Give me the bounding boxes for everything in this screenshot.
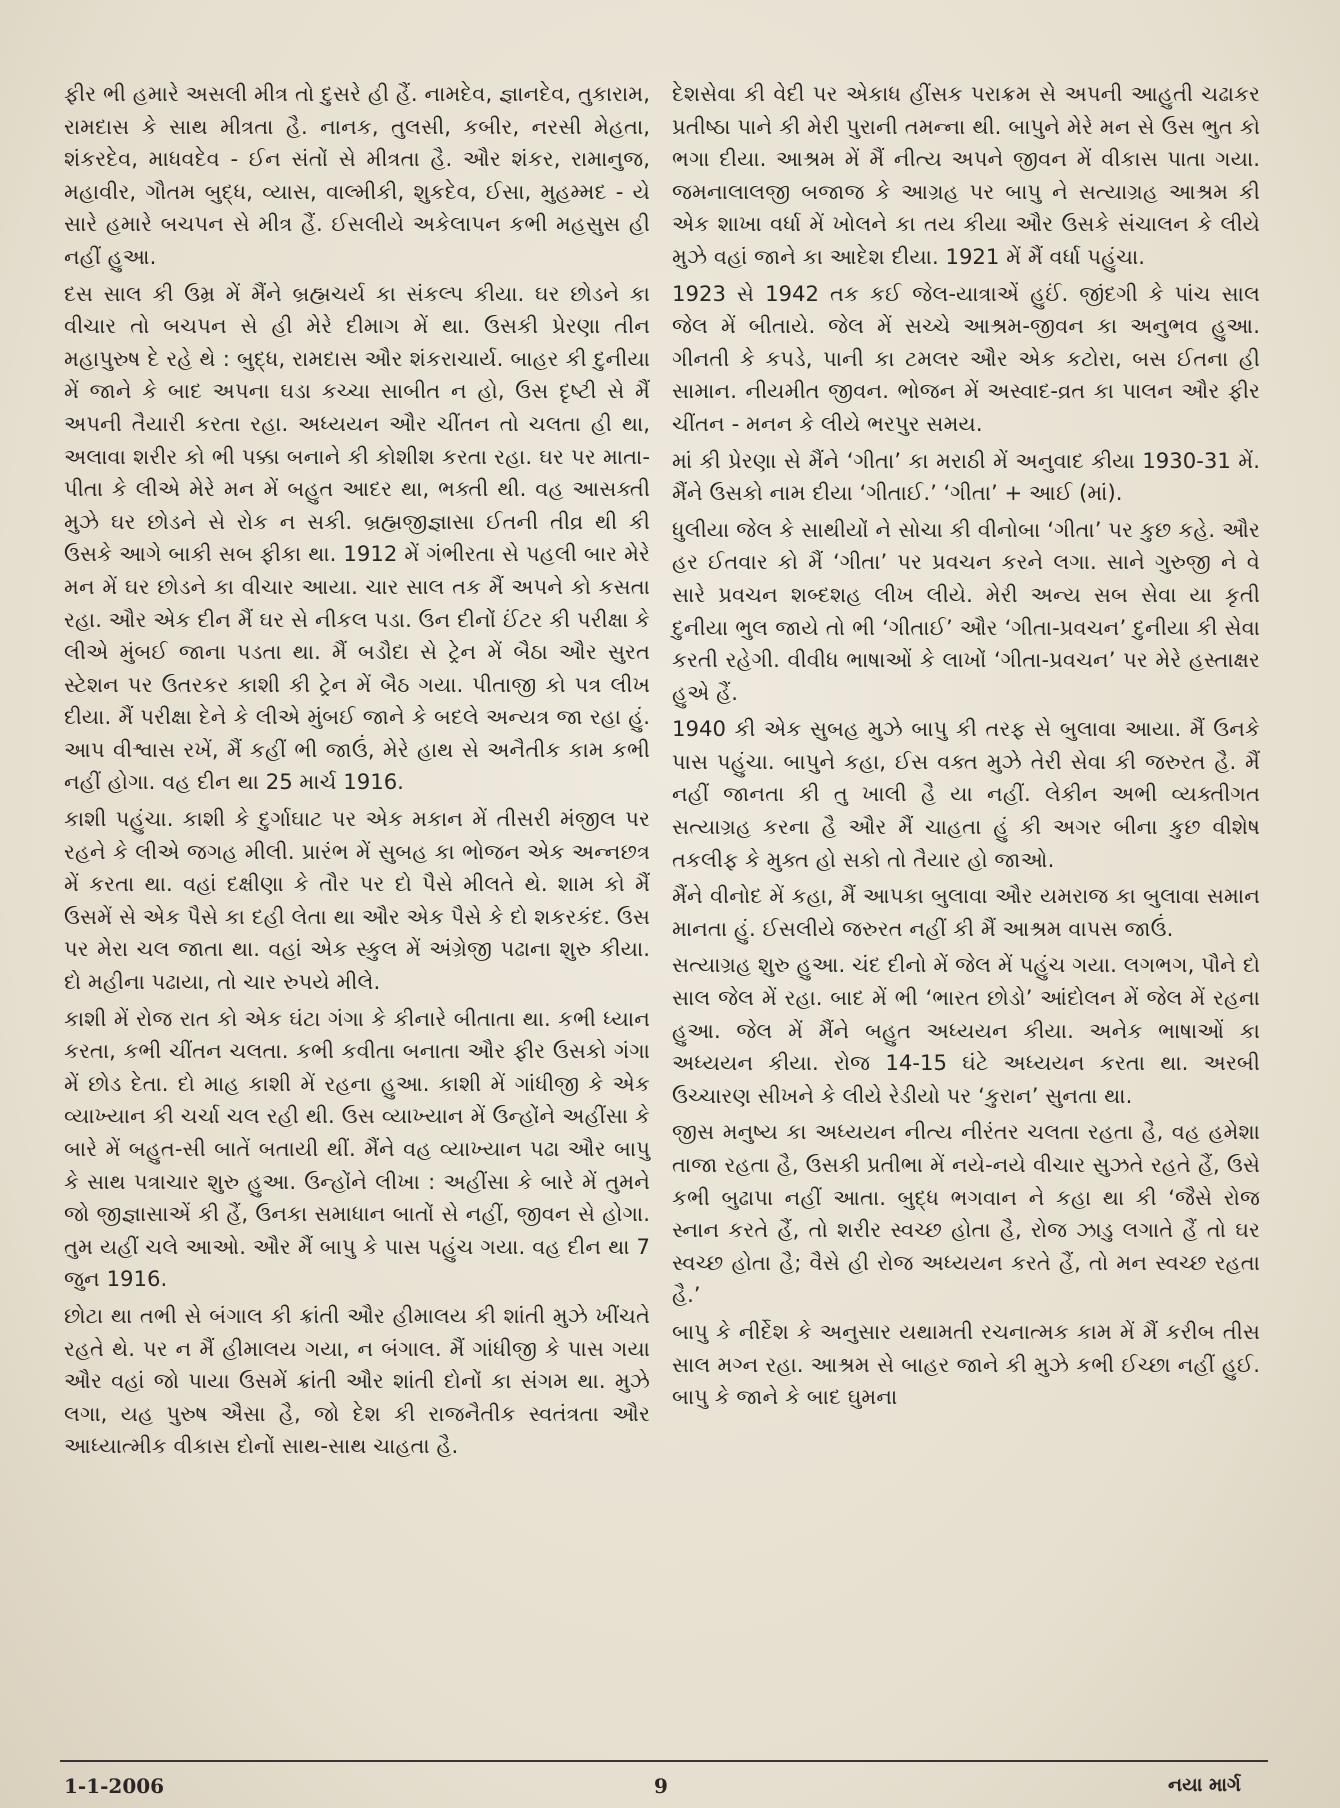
footer-date: 1-1-2006 (64, 1774, 165, 1798)
paragraph: કાશી મેં રોજ રાત કો એક ઘંટા ગંગા કે કીનારે બીતાતા થા. કભી ધ્યાન કરતા, કભી ચીંતન ચલતા. કભી કવીતા બનાતા ઔર ફીર ઉસકો ગંગા મેં છોડ દેતા. દો માહ કાશી મેં રહના હુઆ. કાશી મેં ગાંધીજી કે એક વ્યાખ્યાન કી ચર્ચા ચલ રહી થી. ઉસ વ્યાખ્યાન મેં ઉન્હોંને અહીંસા કે બારે મેં બહુત-સી બાતેં બતાયી થીં. મૈંને વહ વ્યાખ્યાન પઢા ઔર બાપુ કે સાથ પત્રાચાર શુરુ હુઆ. ઉન્હોંને લીખા : અહીંસા કે બારે મેં તુમને જો જીજ્ઞાસાએં કી હૈં, ઉનકા સમાધાન બાતોં સે નહીં, જીવન સે હોગા. તુમ યહીં ચલે આઓ. ઔર મૈં બાપુ કે પાસ પહુંચ ગયા. વહ દીન થા 7 જુન 1916. (64, 1005, 650, 1292)
paragraph: દસ સાલ કી ઉમ્ર મેં મૈંને બ્રહ્મચર્ય કા સંકલ્પ કીયા. ઘર છોડને કા વીચાર તો બચપન સે હી મેરે દીમાગ મેં થા. ઉસકી પ્રેરણા તીન મહાપુરુષ દે રહે થે : બુદ્ધ, રામદાસ ઔર શંકરાચાર્ય. બાહર કી દુનીયા મેં જાને કે બાદ અપના ઘડા કચ્ચા સાબીત ન હો, ઉસ દૃષ્ટી સે મૈં અપની તૈયારી કરતા રહા. અધ્યયન ઔર ચીંતન તો ચલતા હી થા, અલાવા શરીર કો ભી પક્કા બનાને કી કોશીશ કરતા રહા. ઘર પર માતા-પીતા કે લીએ મેરે મન મેં બહુત આદર થા, ભક્તી થી. વહ આસક્તી મુઝે ઘર છોડને સે રોક ન સકી. બ્રહ્મજીજ્ઞાસા ઈતની તીવ્ર થી કી ઉસકે આગે બાકી સબ ફીકા થા. 1912 મેં ગંભીરતા સે પહલી બાર મેરે મન મેં ઘર છોડને કા વીચાર આયા. ચાર સાલ તક મૈં અપને કો કસતા રહા. ઔર એક દીન મૈં ઘર સે નીકલ પડા. ઉન દીનોં ઈંટર કી પરીક્ષા કે લીએ મુંબઈ જાના પડતા થા. મૈં બડૌદા સે ટ્રેન મેં બૈઠા ઔર સુરત સ્ટેશન પર ઉતરકર કાશી કી ટ્રેન મેં બૈઠ ગયા. પીતાજી કો પત્ર લીખ દીયા. મૈં પરીક્ષા દેને કે લીએ મુંબઈ જાને કે બદલે અન્યત્ર જા રહા હું. આપ વીશ્વાસ રખેં, મૈં કહીં ભી જાઉં, મેરે હાથ સે અનૈતીક કામ કભી નહીં હોગા. વહ દીન થા 25 માર્ચ 1916. (64, 280, 650, 795)
paragraph: કાશી પહુંચા. કાશી કે દુર્ગાઘાટ પર એક મકાન મેં તીસરી મંજીલ પર રહને કે લીએ જગહ મીલી. પ્રારંભ મેં સુબહ કા ભોજન એક અન્નછત્ર મેં કરતા થા. વહાં દક્ષીણા કે તૌર પર દો પૈસે મીલતે થે. શામ કો મૈં ઉસમેં સે એક પૈસે કા દહી લેતા થા ઔર એક પૈસે કે દો શકરકંદ. ઉસ પર મેરા ચલ જાતા થા. વહાં એક સ્કુલ મેં અંગ્રેજી પઢાના શુરુ કીયા. દો મહીના પઢાયા, તો ચાર રુપયે મીલે. (64, 806, 650, 995)
paragraph: બાપુ કે નીર્દેશ કે અનુસાર યથામતી રચનાત્મક કામ મેં મૈં કરીબ તીસ સાલ મગ્ન રહા. આશ્રમ સે બાહર જાને કી મુઝે કભી ઈચ્છા નહીં હુઈ. બાપુ કે જાને કે બાદ ઘુમના (672, 1318, 1260, 1410)
paragraph: માં કી પ્રેરણા સે મૈંને ‘ગીતા’ કા મરાઠી મેં અનુવાદ કીયા 1930-31 મેં. મૈંને ઉસકો નામ દીયા ‘ગીતાઈ.’ ‘ગીતા’ + આઈ (માં). (672, 447, 1260, 506)
page-number: 9 (654, 1774, 668, 1798)
paragraph: 1940 કી એક સુબહ મુઝે બાપુ કી તરફ સે બુલાવા આયા. મૈં ઉનકે પાસ પહુંચા. બાપુને કહા, ઈસ વક્ત મુઝે તેરી સેવા કી જરુરત હૈ. મૈં નહીં જાનતા કી તુ ખાલી હૈ યા નહીં. લેકીન અભી વ્યક્તીગત સત્યાગ્રહ કરના હૈ ઔર મૈં ચાહતા હું કી અગર બીના કુછ વીશેષ તકલીફ કે મુક્ત હો સકો તો તૈયાર હો જાઓ. (672, 716, 1260, 872)
paragraph: 1923 સે 1942 તક કઈ જેલ-યાત્રાએં હુઈં. જીંદગી કે પાંચ સાલ જેલ મેં બીતાયે. જેલ મેં સચ્ચે આશ્રમ-જીવન કા અનુભવ હુઆ. ગીનતી કે કપડે, પાની કા ટમલર ઔર એક કટોરા, બસ ઈતના હી સામાન. નીયમીત જીવન. ભોજન મેં અસ્વાદ-વ્રત કા પાલન ઔર ફીર ચીંતન - મનન કે લીયે ભરપુર સમય. (672, 280, 1260, 436)
paragraph: દેશસેવા કી વેદી પર એકાધ હીંસક પરાક્રમ સે અપની આહુતી ચઢાકર પ્રતીષ્ઠા પાને કી મેરી પુરાની તમન્ના થી. બાપુને મેરે મન સે ઉસ ભુત કો ભગા દીયા. આશ્રમ મેં મૈં નીત્ય અપને જીવન મેં વીકાસ પાતા ગયા. જમનાલાલજી બજાજ કે આગ્રહ પર બાપુ ને સત્યાગ્રહ આશ્રમ કી એક શાખા વર્ધા મેં ખોલને કા તય કીયા ઔર ઉસકે સંચાલન કે લીયે મુઝે વહાં જાને કા આદેશ દીયા. 1921 મેં મૈં વર્ધા પહુંચા. (672, 81, 1260, 269)
magazine-name: નયા માર્ગ (1168, 1774, 1241, 1796)
right-text-column (672, 78, 1260, 1418)
paragraph: ફીર ભી હમારે અસલી મીત્ર તો દુસરે હી હૈં. નામદેવ, જ્ઞાનદેવ, તુકારામ, રામદાસ કે સાથ મીત્રતા હૈ. નાનક, તુલસી, કબીર, નરસી મેહતા, શંકરદેવ, માધવદેવ - ઈન સંતોં સે મીત્રતા હૈ. ઔર શંકર, રામાનુજ, મહાવીર, ગૌતમ બુદ્ધ, વ્યાસ, વાલ્મીકી, શુકદેવ, ઈસા, મુહમ્મદ - યે સારે હમારે બચપન સે મીત્ર હૈં. ઈસલીયે અકેલાપન કભી મહસુસ હી નહીં હુઆ. (64, 81, 650, 269)
left-text-column (64, 78, 650, 1467)
paragraph: છોટા થા તભી સે બંગાલ કી ક્રાંતી ઔર હીમાલય કી શાંતી મુઝે ખીંચતે રહતે થે. પર ન મૈં હીમાલય ગયા, ન બંગાલ. મૈં ગાંધીજી કે પાસ ગયા ઔર વહાં જો પાયા ઉસમેં ક્રાંતી ઔર શાંતી દોનોં કા સંગમ થા. મુઝે લગા, યહ પુરુષ ઐસા હૈ, જો દેશ કી રાજનૈતીક સ્વતંત્રતા ઔર આધ્યાત્મીક વીકાસ દોનોં સાથ-સાથ ચાહતા હૈ. (64, 1302, 650, 1459)
footer-divider (60, 1760, 1268, 1762)
paragraph: ધુલીયા જેલ કે સાથીયોં ને સોચા કી વીનોબા ‘ગીતા’ પર કુછ કહે. ઔર હર ઈતવાર કો મૈં ‘ગીતા’ પર પ્રવચન કરને લગા. સાને ગુરુજી ને વે સારે પ્રવચન શબ્દશહ લીખ લીયે. મેરી અન્ય સબ સેવા યા કૃતી દુનીયા ભુલ જાયે તો ભી ‘ગીતાઈ’ ઔર ‘ગીતા-પ્રવચન’ દુનીયા કી સેવા કરતી રહેગી. વીવીધ ભાષાઓં કે લાખોં ‘ગીતા-પ્રવચન’ પર મેરે હસ્તાક્ષર હુએ હૈં. (672, 516, 1260, 705)
paragraph: સત્યાગ્રહ શુરુ હુઆ. ચંદ દીનો મેં જેલ મેં પહુંચ ગયા. લગભગ, પૌને દો સાલ જેલ મેં રહા. બાદ મેં ભી ‘ભારત છોડો’ આંદોલન મેં જેલ મેં રહના હુઆ. જેલ મેં મૈંને બહુત અધ્યયન કીયા. અનેક ભાષાઓં કા અધ્યયન કીયા. રોજ 14-15 ઘંટે અધ્યયન કરતા થા. અરબી ઉચ્ચારણ સીખને કે લીયે રેડીયો પર ‘કુરાન’ સુનતા થા. (672, 952, 1260, 1108)
paragraph: મૈંને વીનોદ મેં કહા, મૈં આપકા બુલાવા ઔર યમરાજ કા બુલાવા સમાન માનતા હું. ઈસલીયે જરુરત નહીં કી મૈં આશ્રમ વાપસ જાઉં. (672, 883, 1260, 941)
paragraph: જીસ મનુષ્ય કા અધ્યયન નીત્ય નીરંતર ચલતા રહતા હૈ, વહ હમેશા તાજા રહતા હૈ, ઉસકી પ્રતીભા મેં નયે-નયે વીચાર સુઝતે રહતે હૈં, ઉસે કભી બુઢાપા નહીં આતા. બુદ્ધ ભગવાન ને કહા થા કી ‘જૈસે રોજ સ્નાન કરતે હૈં, તો શરીર સ્વચ્છ હોતા હૈ, રોજ ઝાડુ લગાતે હૈં તો ઘર સ્વચ્છ હોતા હૈ; વૈસે હી રોજ અધ્યયન કરતે હૈં, તો મન સ્વચ્છ રહતા હૈ.’ (672, 1119, 1260, 1308)
